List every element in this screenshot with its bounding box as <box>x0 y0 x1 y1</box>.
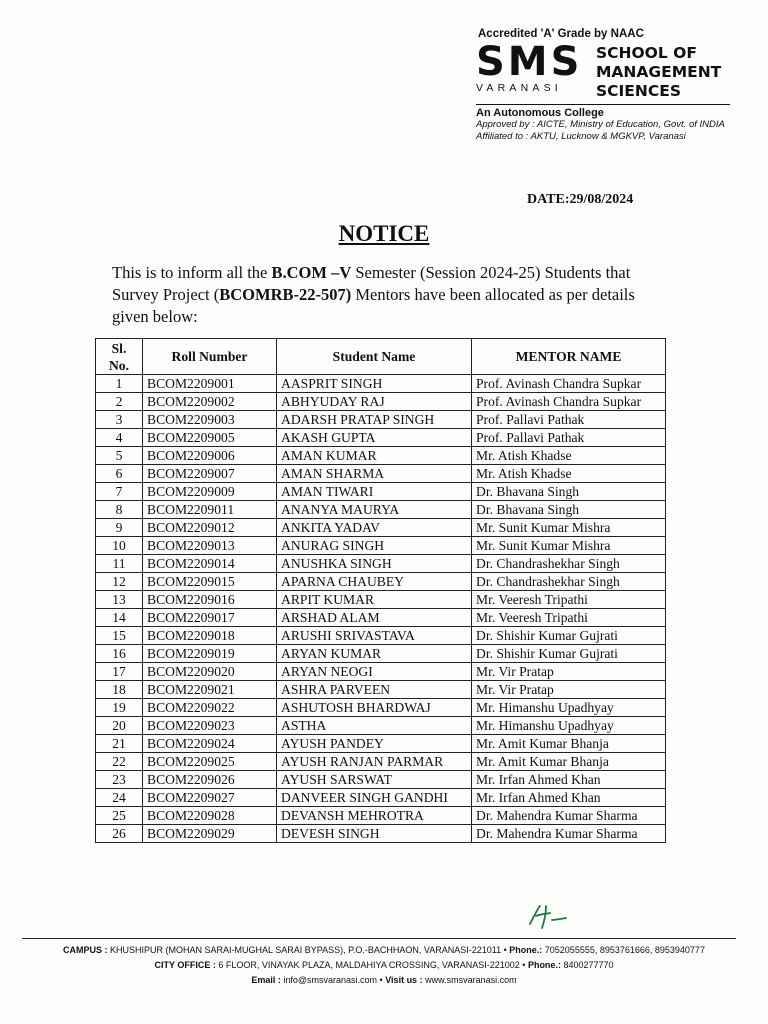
table-row <box>96 429 666 447</box>
sl-no-cell: 21 <box>96 735 143 753</box>
student-name-cell: AMAN SHARMA <box>277 465 472 483</box>
sl-no-cell: 15 <box>96 627 143 645</box>
roll-number-cell: BCOM2209024 <box>143 735 277 753</box>
sl-no-cell: 6 <box>96 465 143 483</box>
table-header-row <box>96 339 666 375</box>
student-name-cell: AYUSH SARSWAT <box>277 771 472 789</box>
school-name-line1: SCHOOL OF <box>596 44 697 62</box>
sl-no-cell: 20 <box>96 717 143 735</box>
student-name-cell: ANKITA YADAV <box>277 519 472 537</box>
table-row <box>96 483 666 501</box>
sms-logo <box>476 39 594 94</box>
sl-no-cell: 19 <box>96 699 143 717</box>
header-divider <box>476 104 730 105</box>
signature <box>524 902 584 932</box>
mentor-name-cell: Dr. Chandrashekhar Singh <box>472 555 666 573</box>
roll-number-cell: BCOM2209018 <box>143 627 277 645</box>
student-name-cell: ARYAN NEOGI <box>277 663 472 681</box>
roll-number-cell: BCOM2209017 <box>143 609 277 627</box>
mentor-name-cell: Prof. Avinash Chandra Supkar <box>472 375 666 393</box>
header-roll-number: Roll Number <box>143 339 277 375</box>
mentor-name-cell: Dr. Shishir Kumar Gujrati <box>472 645 666 663</box>
table-row <box>96 447 666 465</box>
school-name <box>596 44 721 101</box>
student-name-cell: ASHUTOSH BHARDWAJ <box>277 699 472 717</box>
student-name-cell: DEVANSH MEHROTRA <box>277 807 472 825</box>
table-row <box>96 645 666 663</box>
affiliated-to-text: Affiliated to : AKTU, Lucknow & MGKVP, Varanasi <box>476 131 686 142</box>
student-name-cell: ASTHA <box>277 717 472 735</box>
mentor-name-cell: Mr. Irfan Ahmed Khan <box>472 789 666 807</box>
student-name-cell: AYUSH PANDEY <box>277 735 472 753</box>
sl-no-cell: 7 <box>96 483 143 501</box>
campus-phone: 7052055555, 8953761666, 8953940777 <box>542 945 705 955</box>
notice-date: DATE:29/08/2024 <box>527 192 634 207</box>
roll-number-cell: BCOM2209021 <box>143 681 277 699</box>
mentor-name-cell: Dr. Chandrashekhar Singh <box>472 573 666 591</box>
notice-intro <box>112 262 664 328</box>
sl-no-cell: 22 <box>96 753 143 771</box>
mentor-name-cell: Mr. Atish Khadse <box>472 465 666 483</box>
mentor-name-cell: Dr. Bhavana Singh <box>472 501 666 519</box>
student-name-cell: ARUSHI SRIVASTAVA <box>277 627 472 645</box>
campus-label: CAMPUS : <box>63 945 108 955</box>
student-name-cell: ANURAG SINGH <box>277 537 472 555</box>
roll-number-cell: BCOM2209025 <box>143 753 277 771</box>
roll-number-cell: BCOM2209028 <box>143 807 277 825</box>
mentor-allocation-table <box>95 338 666 843</box>
sl-no-cell: 11 <box>96 555 143 573</box>
header-student-name: Student Name <box>277 339 472 375</box>
student-name-cell: ASHRA PARVEEN <box>277 681 472 699</box>
mentor-name-cell: Dr. Mahendra Kumar Sharma <box>472 825 666 843</box>
email-label: Email : <box>251 975 281 985</box>
student-name-cell: DANVEER SINGH GANDHI <box>277 789 472 807</box>
student-name-cell: ANUSHKA SINGH <box>277 555 472 573</box>
footer-city-line <box>0 958 768 973</box>
visit-label: Visit us : <box>385 975 423 985</box>
college-header <box>476 28 746 143</box>
roll-number-cell: BCOM2209007 <box>143 465 277 483</box>
mentor-name-cell: Mr. Himanshu Upadhyay <box>472 699 666 717</box>
table-row <box>96 771 666 789</box>
student-name-cell: AMAN KUMAR <box>277 447 472 465</box>
table-row <box>96 717 666 735</box>
sl-no-cell: 26 <box>96 825 143 843</box>
school-name-line2: MANAGEMENT <box>596 63 722 81</box>
city-office-label: CITY OFFICE : <box>154 960 216 970</box>
sl-no-cell: 9 <box>96 519 143 537</box>
sl-no-cell: 23 <box>96 771 143 789</box>
table-row <box>96 753 666 771</box>
sl-no-cell: 10 <box>96 537 143 555</box>
student-name-cell: ARYAN KUMAR <box>277 645 472 663</box>
table-row <box>96 465 666 483</box>
mentor-name-cell: Mr. Sunit Kumar Mishra <box>472 537 666 555</box>
roll-number-cell: BCOM2209013 <box>143 537 277 555</box>
roll-number-cell: BCOM2209026 <box>143 771 277 789</box>
campus-address: KHUSHIPUR (MOHAN SARAI-MUGHAL SARAI BYPASS), P.O.-BACHHAON, VARANASI-221011 • <box>107 945 510 955</box>
footer-campus-line <box>0 943 768 958</box>
sl-no-cell: 2 <box>96 393 143 411</box>
approved-by-text: Approved by : AICTE, Ministry of Education, Govt. of INDIA <box>476 119 725 130</box>
roll-number-cell: BCOM2209001 <box>143 375 277 393</box>
student-name-cell: ADARSH PRATAP SINGH <box>277 411 472 429</box>
roll-number-cell: BCOM2209022 <box>143 699 277 717</box>
intro-course: B.COM –V <box>271 263 352 282</box>
roll-number-cell: BCOM2209027 <box>143 789 277 807</box>
intro-project-code: BCOMRB-22-507) <box>219 285 352 304</box>
student-name-cell: AASPRIT SINGH <box>277 375 472 393</box>
campus-phone-label: Phone.: <box>509 945 543 955</box>
sl-no-cell: 3 <box>96 411 143 429</box>
sl-no-cell: 5 <box>96 447 143 465</box>
student-name-cell: ANANYA MAURYA <box>277 501 472 519</box>
sl-no-cell: 8 <box>96 501 143 519</box>
roll-number-cell: BCOM2209016 <box>143 591 277 609</box>
sl-no-cell: 1 <box>96 375 143 393</box>
roll-number-cell: BCOM2209015 <box>143 573 277 591</box>
mentor-name-cell: Mr. Irfan Ahmed Khan <box>472 771 666 789</box>
sl-no-cell: 4 <box>96 429 143 447</box>
sms-logo-mark: SMS <box>476 39 583 85</box>
accreditation-text: Accredited 'A' Grade by NAAC <box>478 28 644 40</box>
table-row <box>96 807 666 825</box>
table-row <box>96 735 666 753</box>
signature-stroke <box>530 906 566 928</box>
roll-number-cell: BCOM2209003 <box>143 411 277 429</box>
table-row <box>96 393 666 411</box>
student-name-cell: AYUSH RANJAN PARMAR <box>277 753 472 771</box>
roll-number-cell: BCOM2209029 <box>143 825 277 843</box>
sl-no-cell: 18 <box>96 681 143 699</box>
table-row <box>96 789 666 807</box>
sl-no-cell: 14 <box>96 609 143 627</box>
student-name-cell: ARPIT KUMAR <box>277 591 472 609</box>
mentor-name-cell: Prof. Pallavi Pathak <box>472 429 666 447</box>
mentor-name-cell: Dr. Bhavana Singh <box>472 483 666 501</box>
table-row <box>96 663 666 681</box>
mentor-name-cell: Prof. Avinash Chandra Supkar <box>472 393 666 411</box>
roll-number-cell: BCOM2209014 <box>143 555 277 573</box>
mentor-name-cell: Mr. Sunit Kumar Mishra <box>472 519 666 537</box>
roll-number-cell: BCOM2209009 <box>143 483 277 501</box>
mentor-name-cell: Mr. Amit Kumar Bhanja <box>472 753 666 771</box>
table-row <box>96 573 666 591</box>
roll-number-cell: BCOM2209006 <box>143 447 277 465</box>
mentor-name-cell: Mr. Atish Khadse <box>472 447 666 465</box>
mentor-name-cell: Mr. Himanshu Upadhyay <box>472 717 666 735</box>
header-sl-no: Sl. No. <box>96 339 143 375</box>
table-row <box>96 375 666 393</box>
table-row <box>96 501 666 519</box>
sl-no-cell: 13 <box>96 591 143 609</box>
roll-number-cell: BCOM2209020 <box>143 663 277 681</box>
roll-number-cell: BCOM2209011 <box>143 501 277 519</box>
footer-divider <box>22 938 736 939</box>
mentor-name-cell: Mr. Amit Kumar Bhanja <box>472 735 666 753</box>
logo-city: VARANASI <box>476 82 562 94</box>
table-row <box>96 519 666 537</box>
student-name-cell: AKASH GUPTA <box>277 429 472 447</box>
table-row <box>96 411 666 429</box>
table-row <box>96 609 666 627</box>
school-name-line3: SCIENCES <box>596 82 681 100</box>
mentor-name-cell: Mr. Vir Pratap <box>472 663 666 681</box>
website-link[interactable]: www.smsvaranasi.com <box>422 975 517 985</box>
table-body <box>96 375 666 843</box>
sl-no-cell: 12 <box>96 573 143 591</box>
student-name-cell: ARSHAD ALAM <box>277 609 472 627</box>
student-name-cell: APARNA CHAUBEY <box>277 573 472 591</box>
logo-block <box>476 39 746 101</box>
mentor-name-cell: Mr. Vir Pratap <box>472 681 666 699</box>
intro-text-3: Mentors have been allocated as per details given below: <box>112 285 635 326</box>
table-row <box>96 825 666 843</box>
autonomous-text: An Autonomous College <box>476 107 604 119</box>
roll-number-cell: BCOM2209019 <box>143 645 277 663</box>
table-row <box>96 555 666 573</box>
city-phone: 8400277770 <box>560 960 614 970</box>
intro-text-1: This is to inform all the <box>112 263 272 282</box>
header-mentor-name: MENTOR NAME <box>472 339 666 375</box>
intro-text-2: Semester (Session 2024-25) Students that Survey Project ( <box>112 263 631 304</box>
mentor-name-cell: Prof. Pallavi Pathak <box>472 411 666 429</box>
sl-no-cell: 24 <box>96 789 143 807</box>
roll-number-cell: BCOM2209005 <box>143 429 277 447</box>
email-link[interactable]: info@smsvaranasi.com • <box>280 975 386 985</box>
roll-number-cell: BCOM2209023 <box>143 717 277 735</box>
sl-no-cell: 16 <box>96 645 143 663</box>
mentor-name-cell: Mr. Veeresh Tripathi <box>472 591 666 609</box>
mentor-name-cell: Dr. Shishir Kumar Gujrati <box>472 627 666 645</box>
city-office-address: 6 FLOOR, VINAYAK PLAZA, MALDAHIYA CROSSING, VARANASI-221002 • <box>215 960 528 970</box>
sl-no-cell: 25 <box>96 807 143 825</box>
roll-number-cell: BCOM2209012 <box>143 519 277 537</box>
table-row <box>96 627 666 645</box>
table-row <box>96 537 666 555</box>
city-phone-label: Phone.: <box>527 960 561 970</box>
table-row <box>96 591 666 609</box>
mentor-name-cell: Dr. Mahendra Kumar Sharma <box>472 807 666 825</box>
table-row <box>96 681 666 699</box>
student-name-cell: DEVESH SINGH <box>277 825 472 843</box>
sl-no-cell: 17 <box>96 663 143 681</box>
mentor-name-cell: Mr. Veeresh Tripathi <box>472 609 666 627</box>
student-name-cell: AMAN TIWARI <box>277 483 472 501</box>
student-name-cell: ABHYUDAY RAJ <box>277 393 472 411</box>
table-row <box>96 699 666 717</box>
footer-contact-line <box>0 973 768 988</box>
footer <box>0 943 768 988</box>
roll-number-cell: BCOM2209002 <box>143 393 277 411</box>
notice-title: NOTICE <box>338 221 430 246</box>
